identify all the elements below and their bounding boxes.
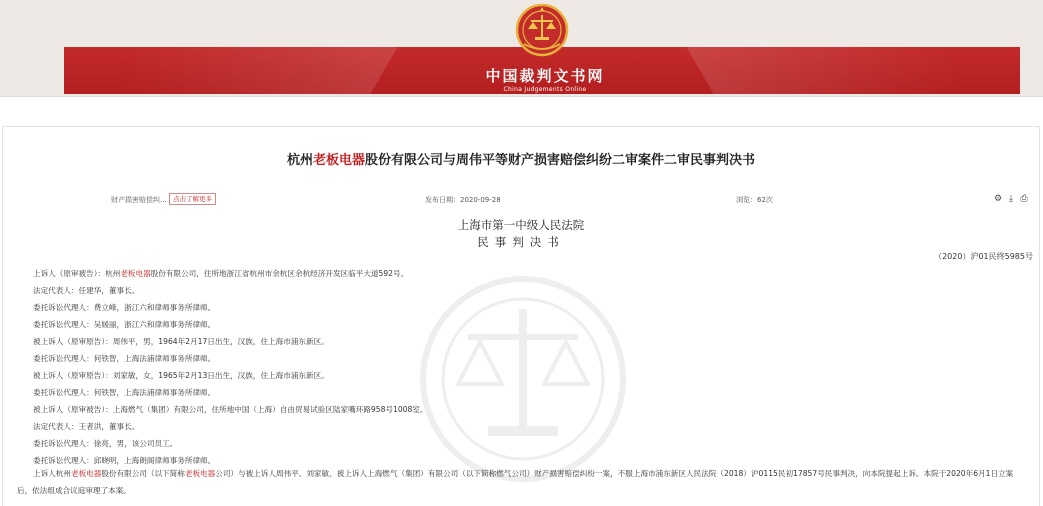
site-subtitle: China Judgements Online [503, 86, 587, 93]
title-highlight: 老板电器 [312, 153, 365, 168]
document-title: 杭州老板电器股份有限公司与周伟平等财产损害赔偿纠纷二审案件二审民事判决书 [286, 153, 756, 168]
meta-category: 财产损害赔偿纠... [111, 196, 167, 204]
view-count: 浏览：62次 [736, 196, 773, 204]
party-line: 委托诉讼代理人：何铁智，上海法浦律师事务所律师。 [33, 354, 216, 363]
site-title[interactable]: 中国裁判文书网 [485, 67, 605, 85]
party-line: 被上诉人（原审原告）：刘家敏，女，1965年2月13日出生，汉族，住上海市浦东新区。 [33, 371, 329, 380]
site-header [0, 0, 1043, 116]
party-line: 法定代表人：王者洪，董事长。 [33, 422, 140, 431]
doc-type: 民事判决书 [477, 235, 565, 249]
party-line: 委托诉讼代理人：费立峰，浙江六和律师事务所律师。 [33, 303, 216, 312]
case-paragraph: 上诉人杭州老板电器股份有限公司（以下简称老板电器公司）与被上诉人周伟平、刘家敏、被上诉人上海燃气（集团）有限公司（以下简称燃气公司）财产损害赔偿纠纷一案，不服上海市浦东新区人民法院（2018）沪0115民初17857号民事判决，向本院提起上诉。本院于2020年6月1日立案后，依法组成合议庭审理了本案。 [17, 469, 1014, 495]
document-panel [2, 126, 1040, 506]
party-line: 委托诉讼代理人：吴媛丽，浙江六和律师事务所律师。 [33, 320, 216, 329]
party-list [33, 265, 1033, 469]
download-icon[interactable]: ⤓ [1009, 194, 1013, 204]
print-icon[interactable]: ⎙ [1020, 194, 1028, 204]
party-line: 法定代表人：任建华，董事长。 [33, 286, 140, 295]
party-line: 被上诉人（原审被告）：上海燃气（集团）有限公司，住所地中国（上海）自由贸易试验区陆家嘴环路958号1008室。 [33, 405, 428, 414]
doc-toolbar [993, 194, 1029, 204]
gear-icon[interactable]: ⚙ [993, 194, 1003, 204]
publish-date: 发布日期：2020-09-28 [425, 196, 501, 204]
party-line: 被上诉人（原审原告）：周伟平，男，1964年2月17日出生，汉族，住上海市浦东新区。 [33, 337, 329, 346]
party-line: 委托诉讼代理人：何铁智，上海法浦律师事务所律师。 [33, 388, 216, 397]
court-emblem-icon [514, 2, 570, 58]
court-name: 上海市第一中级人民法院 [457, 218, 585, 232]
learn-more-tag[interactable]: 点击了解更多 [169, 193, 216, 205]
party-line: 上诉人（原审被告）：杭州老板电器股份有限公司，住所地浙江省杭州市余杭区余杭经济开发区临平大道592号。 [33, 269, 409, 278]
case-number: （2020）沪01民终5985号 [934, 252, 1033, 261]
party-line: 委托诉讼代理人：邱晓明，上海朗阁律师事务所律师。 [33, 456, 216, 465]
party-line: 委托诉讼代理人：徐亮，男，该公司员工。 [33, 439, 178, 448]
